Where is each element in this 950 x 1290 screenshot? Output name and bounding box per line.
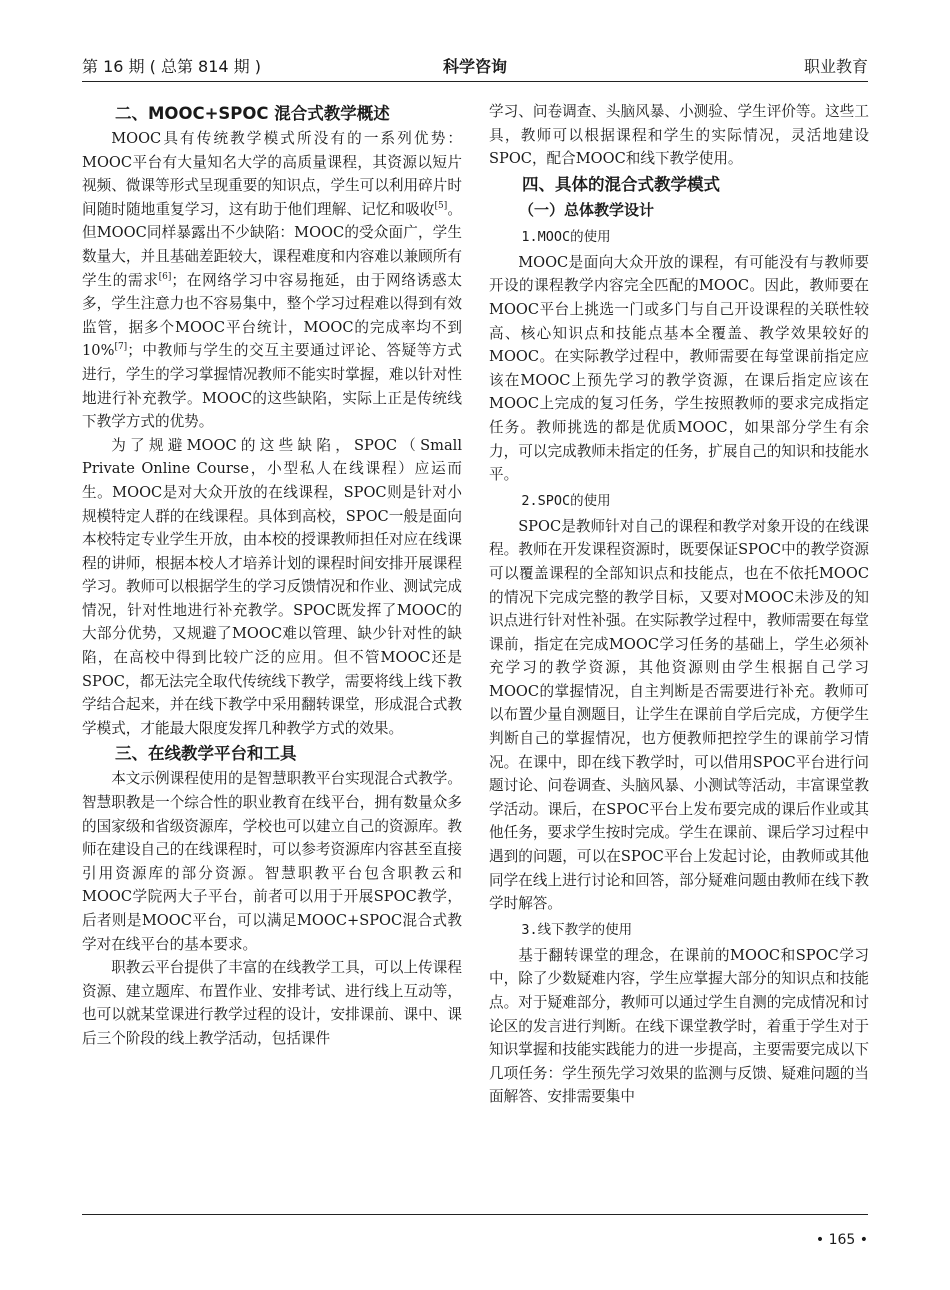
section-name: 职业教育 bbox=[803, 57, 868, 76]
reference-7: [7] bbox=[114, 342, 128, 353]
issue-number: 第 16 期 ( 总第 814 期 ) bbox=[82, 57, 261, 76]
footer-rule bbox=[82, 1214, 868, 1215]
reference-6: [6] bbox=[158, 271, 172, 282]
paragraph: 职教云平台提供了丰富的在线教学工具，可以上传课程资源、建立题库、布置作业、安排考试、进行线上互动等，也可以就某堂课进行教学过程的设计，安排课前、课中、课后三个阶段的线上教学活动，包括课件 bbox=[82, 959, 462, 1047]
subsection-heading: （一）总体教学设计 bbox=[519, 200, 655, 219]
right-column bbox=[489, 100, 869, 1109]
header-rule bbox=[82, 81, 868, 82]
item-heading-offline: 3.线下教学的使用 bbox=[521, 921, 633, 938]
paragraph-continued: 学习、问卷调查、头脑风暴、小测验、学生评价等。这些工具，教师可以根据课程和学生的实际情况，灵活地建设SPOC，配合MOOC和线下教学使用。 bbox=[489, 103, 869, 168]
section-heading-three: 三、在线教学平台和工具 bbox=[115, 744, 297, 764]
item-heading-mooc: 1.MOOC的使用 bbox=[521, 228, 611, 245]
running-header bbox=[82, 50, 868, 80]
section-heading-two: 二、MOOC+SPOC 混合式教学概述 bbox=[115, 104, 390, 123]
paragraph: SPOC是教师针对自己的课程和教学对象开设的在线课程。教师在开发课程资源时，既要保证SPOC中的教学资源可以覆盖课程的全部知识点和技能点，也在不依托MOOC的情况下完成完整的教学目标，又要对MOOC未涉及的知识点进行针对性补强。在实际教学过程中，教师需要在每堂课前，指定在完成MOOC学习任务的基础上，学生必须补充学习的教学资源，其他资源则由学生根据自己学习MOOC的掌握情况，自主判断是否需要进行补充。教师可以布置少量自测题目，让学生在课前自学后完成，方便学生判断自己的掌握情况，也方便教师把控学生的课前学习情况。在课中，即在线下教学时，可以借用SPOC平台进行问题讨论、问卷调查、头脑风暴、小测试等活动，丰富课堂教学活动。课后，在SPOC平台上发布要完成的课后作业或其他任务，要求学生按时完成。学生在课前、课后学习过程中遇到的问题，可以在SPOC平台上发起讨论，由教师或其他同学在线上进行讨论和回答，部分疑难问题由教师在线下教学时解答。 bbox=[489, 517, 869, 913]
section-heading-four: 四、具体的混合式教学模式 bbox=[522, 174, 720, 194]
paragraph: 为了规避MOOC的这些缺陷，SPOC（Small Private Online Course，小型私人在线课程）应运而生。MOOC是对大众开放的在线课程，SPOC则是针对小规模特定人群的在线课程。具体到高校，SPOC一般是面向本校特定专业学生开放，由本校的授课教师担任对应在线课程的讲师，根据本校人才培养计划的课程时间安排开展课程学习。教师可以根据学生的学习反馈情况和作业、测试完成情况，针对性地进行补充教学。SPOC既发挥了MOOC的大部分优势，又规避了MOOC难以管理、缺少针对性的缺陷，在高校中得到比较广泛的应用。但不管MOOC还是SPOC，都无法完全取代传统线下教学，需要将线上线下教学结合起来，并在线下教学中采用翻转课堂，形成混合式教学模式，才能最大限度发挥几种教学方式的效果。 bbox=[82, 436, 462, 737]
item-heading-spoc: 2.SPOC的使用 bbox=[521, 492, 611, 509]
paragraph: 基于翻转课堂的理念，在课前的MOOC和SPOC学习中，除了少数疑难内容，学生应掌握大部分的知识点和技能点。对于疑难部分，教师可以通过学生自测的完成情况和讨论区的发言进行判断。在线下课堂教学时，着重于学生对于知识掌握和技能实践能力的进一步提高，主要需要完成以下几项任务：学生预先学习效果的监测与反馈、疑难问题的当面解答、安排需要集中 bbox=[489, 946, 869, 1106]
reference-5: [5] bbox=[434, 200, 448, 211]
page-number: • 165 • bbox=[815, 1232, 868, 1248]
paragraph: 本文示例课程使用的是智慧职教平台实现混合式教学。智慧职教是一个综合性的职业教育在线平台，拥有数量众多的国家级和省级资源库，学校也可以建立自己的资源库。教师在建设自己的在线课程时，可以参考资源库内容甚至直接引用资源库的部分资源。智慧职教平台包含职教云和MOOC学院两大子平台，前者可以用于开展SPOC教学，后者则是MOOC平台，可以满足MOOC+SPOC混合式教学对在线平台的基本要求。 bbox=[82, 770, 462, 953]
paragraph: MOOC具有传统教学模式所没有的一系列优势：MOOC平台有大量知名大学的高质量课程，其资源以短片视频、微课等形式呈现重要的知识点，学生可以利用碎片时间随时随地重复学习，这有助于他们理解、记忆和吸收[5]。但MOOC同样暴露出不少缺陷：MOOC的受众面广，学生数量大，并且基础差距较大，课程难度和内容难以兼顾所有学生的需求[6]；在网络学习中容易拖延，由于网络诱惑太多，学生注意力也不容易集中，整个学习过程难以得到有效监管，据多个MOOC平台统计，MOOC的完成率均不到10%[7]；中教师与学生的交互主要通过评论、答疑等方式进行，学生的学习掌握情况教师不能实时掌握，难以针对性地进行补充教学。MOOC的这些缺陷，实际上正是传统线下教学方式的优势。 bbox=[82, 130, 462, 431]
paragraph: MOOC是面向大众开放的课程，有可能没有与教师要开设的课程教学内容完全匹配的MOOC。因此，教师要在MOOC平台上挑选一门或多门与自己开设课程的关联性较高、核心知识点和技能点基本全覆盖、教学效果较好的MOOC。在实际教学过程中，教师需要在每堂课前指定应该在MOOC上预先学习的教学资源，在课后指定应该在MOOC上完成的复习任务，学生按照教师的要求完成指定任务。教师挑选的都是优质MOOC，如果部分学生有余力，可以完成教师未指定的任务，扩展自己的知识和技能水平。 bbox=[489, 253, 869, 484]
left-column bbox=[82, 100, 462, 1051]
journal-title: 科学咨询 bbox=[442, 57, 507, 76]
